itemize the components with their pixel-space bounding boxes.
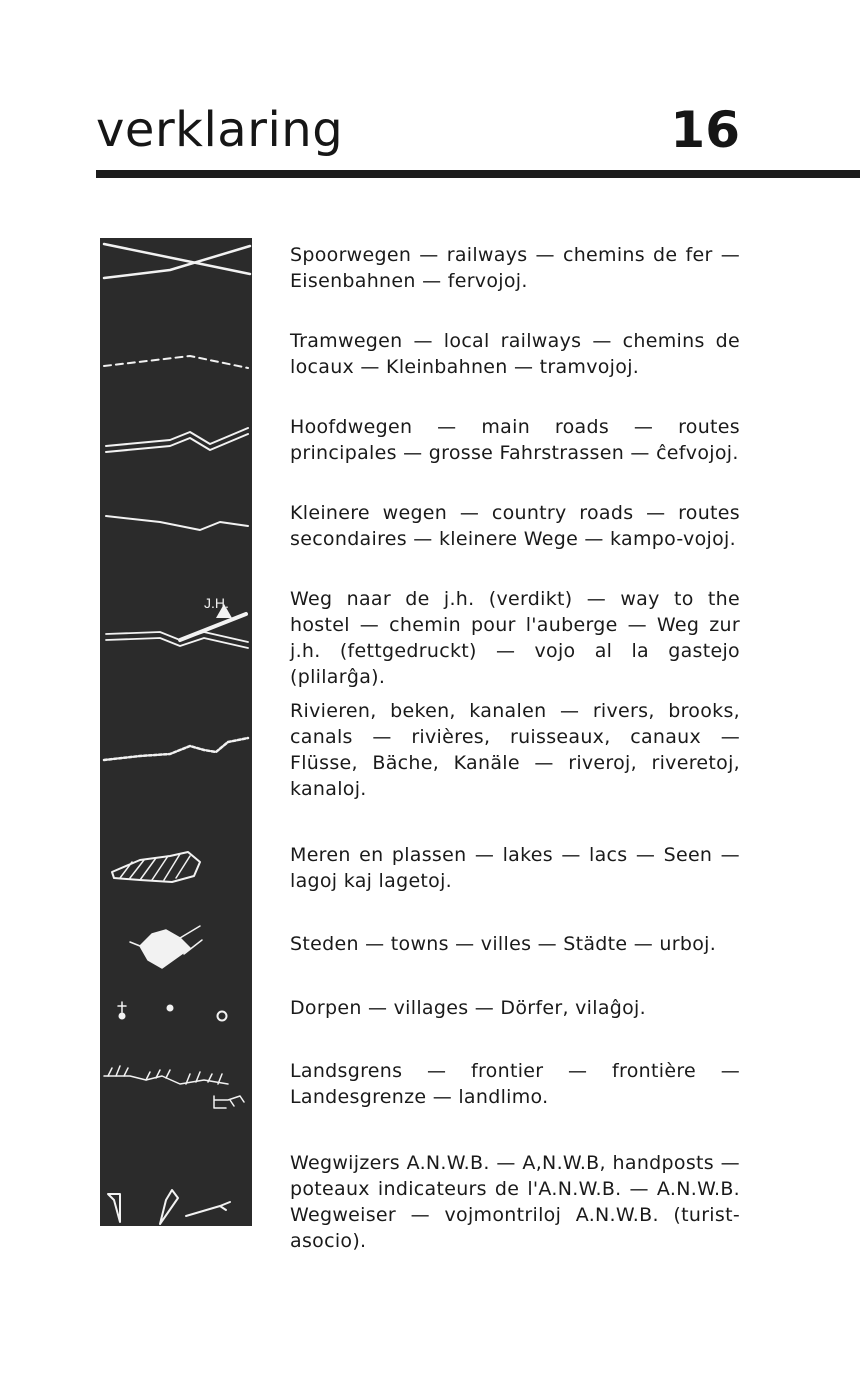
village-symbol xyxy=(118,1002,227,1021)
railway-symbol xyxy=(104,244,250,278)
legend-symbol-strip xyxy=(100,238,252,1226)
legend-entry-hostel-way: Weg naar de j.h. (verdikt) — way to the hostel — chemin pour l'auberge — Weg zur j.h. (fettgedruckt) — vojo al la gastejo (plilarĝa). xyxy=(290,588,740,688)
header-rule xyxy=(96,170,860,178)
tramway-symbol xyxy=(104,356,248,368)
legend-entry-rivers: Rivieren, beken, kanalen — rivers, brooks, canals — rivières, ruisseaux, canaux — Flüsse, Bäche, Kanäle — riveroj, riveretoj, kanaloj. xyxy=(290,700,740,800)
legend-entry-frontier: Landsgrens — frontier — frontière — Landesgrenze — landlimo. xyxy=(290,1060,740,1108)
river-symbol xyxy=(104,738,248,760)
frontier-symbol xyxy=(104,1066,244,1108)
legend-entry-towns: Steden — towns — villes — Städte — urboj. xyxy=(290,933,717,955)
legend-symbols xyxy=(100,238,252,1226)
legend-entry-country-roads: Kleinere wegen — country roads — routes secondaires — kleinere Wege — kampo-vojoj. xyxy=(290,502,740,550)
legend-entry-villages: Dorpen — villages — Dörfer, vilaĝoj. xyxy=(290,997,646,1019)
legend-entry-tramways: Tramwegen — local railways — chemins de locaux — Kleinbahnen — tramvojoj. xyxy=(290,330,740,378)
signpost-symbol xyxy=(108,1190,230,1224)
town-symbol xyxy=(130,926,202,968)
lake-symbol xyxy=(112,852,200,882)
legend-entry-railways: Spoorwegen — railways — chemins de fer — Eisenbahnen — fervojoj. xyxy=(290,244,740,292)
country-road-symbol xyxy=(106,516,248,530)
main-road-symbol xyxy=(106,428,248,452)
hostel-way-symbol xyxy=(106,614,248,648)
page-number: 16 xyxy=(670,101,740,159)
hostel-label: J.H. xyxy=(204,595,229,611)
legend-entry-lakes: Meren en plassen — lakes — lacs — Seen — lagoj kaj lagetoj. xyxy=(290,844,740,892)
legend-entry-main-roads: Hoofdwegen — main roads — routes principales — grosse Fahrstrassen — ĉefvojoj. xyxy=(290,416,740,464)
legend-entry-signposts: Wegwijzers A.N.W.B. — A,N.W.B, handposts — poteaux indicateurs de l'A.N.W.B. — A.N.W.B. Wegweiser — vojmontriloj A.N.W.B. (turist-asocio). xyxy=(290,1152,740,1252)
page-title: verklaring xyxy=(96,102,344,158)
